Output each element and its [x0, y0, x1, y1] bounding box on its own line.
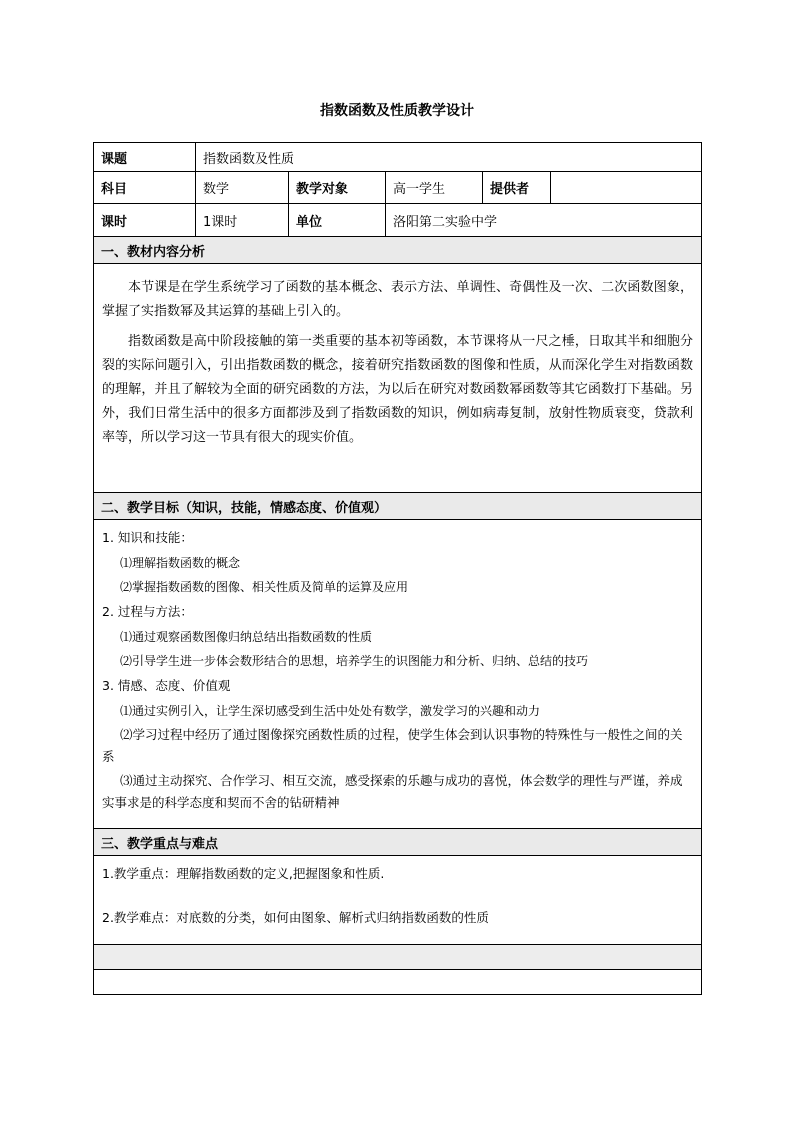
- row-section3-body: [94, 856, 702, 945]
- row-section2-body: [94, 520, 702, 829]
- document-title: 指数函数及性质教学设计: [320, 103, 474, 119]
- section1-heading: 一、教材内容分析: [94, 237, 702, 264]
- provider-value: [551, 172, 702, 204]
- goal1-heading: 1. 知识和技能：: [102, 530, 193, 545]
- goal1-item-2: ⑵掌握指数函数的图像、相关性质及简单的运算及应用: [120, 580, 409, 594]
- goal3-item-3: ⑶通过主动探究、合作学习、相互交流，感受探索的乐趣与成功的喜悦，体会数学的理性与严谨，养成实事求是的科学态度和契而不舍的钻研精神: [102, 773, 683, 810]
- section3-body: [94, 856, 702, 945]
- row-section3-heading: [94, 829, 702, 856]
- period-label: 课时: [94, 204, 196, 237]
- goal3-item-1: ⑴通过实例引入，让学生深切感受到生活中处处有数学，激发学习的兴趣和动力: [120, 704, 541, 718]
- row-topic: [94, 143, 702, 172]
- goal2-item-2: ⑵引导学生进一步体会数形结合的思想，培养学生的识图能力和分析、归纳、总结的技巧: [120, 654, 589, 668]
- empty-grey-cell: [94, 945, 702, 970]
- goal2-heading: 2. 过程与方法：: [102, 604, 193, 619]
- subject-label: 科目: [94, 172, 196, 204]
- row-subject: [94, 172, 702, 204]
- empty-cell: [94, 970, 702, 995]
- goal1-item-1: ⑴理解指数函数的概念: [120, 556, 241, 570]
- topic-value: 指数函数及性质: [196, 143, 702, 172]
- key-point: 1.教学重点：理解指数函数的定义,把握图象和性质.: [102, 866, 385, 881]
- audience-value: 高一学生: [386, 172, 483, 204]
- section1-paragraph-1: 本节课是在学生系统学习了函数的基本概念、表示方法、单调性、奇偶性及一次、二次函数图象，掌握了实指数幂及其运算的基础上引入的。: [102, 280, 693, 319]
- period-value: 1课时: [196, 204, 289, 237]
- unit-value: 洛阳第二实验中学: [386, 204, 702, 237]
- section2-heading: 二、教学目标（知识，技能，情感态度、价值观）: [94, 493, 702, 520]
- section1-paragraph-2: 指数函数是高中阶段接触的第一类重要的基本初等函数，本节课将从一尺之棰，日取其半和细胞分裂的实际问题引入，引出指数函数的概念，接着研究指数函数的图像和性质，从而深化学生对指数函数的理解，并且了解较为全面的研究函数的方法，为以后在研究对数函数幂函数等其它函数打下基础。另外，我们日常生活中的很多方面都涉及到了指数函数的知识，例如病毒复制，放射性物质衰变，贷款利率等，所以学习这一节具有很大的现实价值。: [102, 334, 693, 445]
- audience-label: 教学对象: [289, 172, 386, 204]
- spacer: [102, 886, 693, 906]
- row-section2-heading: [94, 493, 702, 520]
- goal3-item-2: ⑵学习过程中经历了通过图像探究函数性质的过程，使学生体会到认识事物的特殊性与一般性之间的关系: [102, 727, 683, 764]
- provider-label: 提供者: [483, 172, 551, 204]
- goal3-heading: 3. 情感、态度、价值观: [102, 678, 231, 693]
- unit-label: 单位: [289, 204, 386, 237]
- row-period: [94, 204, 702, 237]
- row-section1-heading: [94, 237, 702, 264]
- row-section1-body: [94, 264, 702, 493]
- lesson-plan-table: [93, 142, 702, 995]
- row-empty-grey: [94, 945, 702, 970]
- section1-body: [94, 264, 702, 493]
- topic-label: 课题: [94, 143, 196, 172]
- section3-heading: 三、教学重点与难点: [94, 829, 702, 856]
- difficulty-point: 2.教学难点：对底数的分类，如何由图象、解析式归纳指数函数的性质: [102, 910, 489, 925]
- subject-value: 数学: [196, 172, 289, 204]
- goal2-item-1: ⑴通过观察函数图像归纳总结出指数函数的性质: [120, 630, 373, 644]
- row-empty: [94, 970, 702, 995]
- section2-body: [94, 520, 702, 829]
